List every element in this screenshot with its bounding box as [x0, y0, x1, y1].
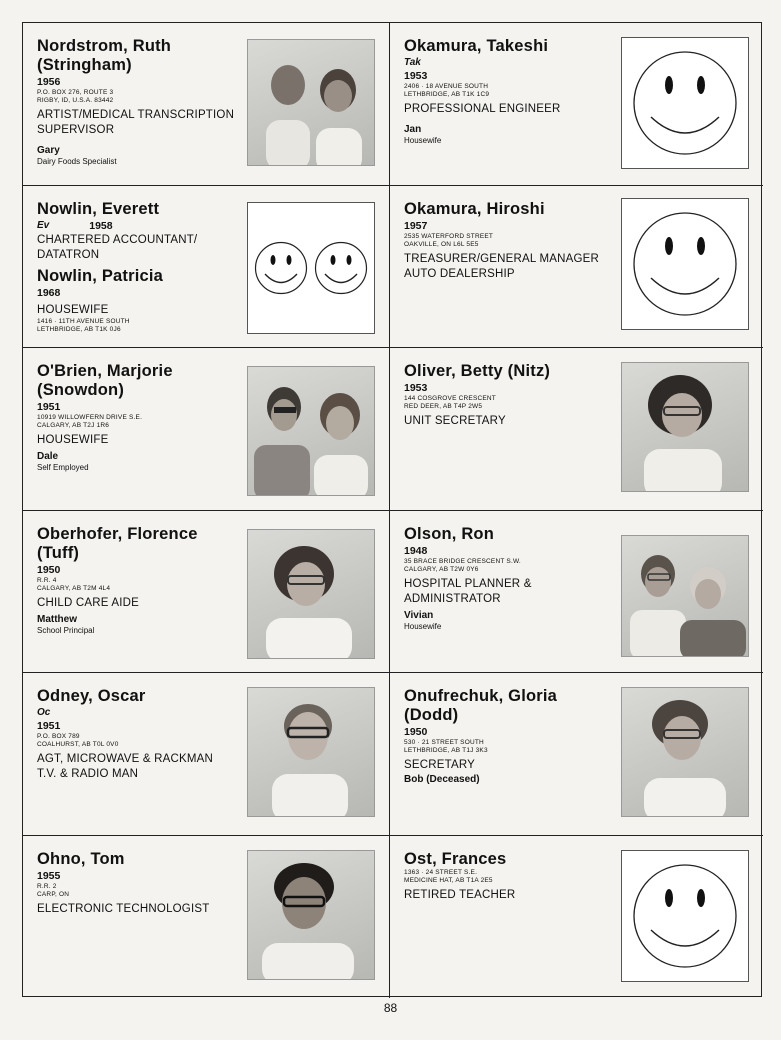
entry-address-line: 35 BRACE BRIDGE CRESCENT S.W.	[404, 557, 521, 565]
entry-address-line: 144 COSGROVE CRESCENT	[404, 395, 496, 402]
entry-year: 1956	[37, 76, 61, 88]
entry-address-line: LETHBRIDGE, AB T1K 1C9	[404, 91, 490, 98]
entry-address-line: OAKVILLE, ON L6L 5E5	[404, 240, 479, 248]
entry-spouse-occupation: Housewife	[404, 621, 442, 631]
entry-name: Okamura, Hiroshi	[404, 199, 545, 218]
entry-occupation: AUTO DEALERSHIP	[404, 267, 515, 280]
entry-name: Nordstrom, Ruth	[37, 37, 172, 55]
entry-address-line: COALHURST, AB T0L 0V0	[37, 741, 119, 748]
entry-nickname: Ev	[37, 219, 50, 231]
entry-occupation: CHARTERED ACCOUNTANT/	[37, 233, 198, 246]
portrait-photo	[247, 529, 375, 659]
smiley-face-icon	[631, 49, 739, 157]
entry-year-second: 1968	[37, 286, 61, 299]
entry-name: Ohno, Tom	[37, 849, 125, 868]
entry-occupation: ADMINISTRATOR	[404, 592, 501, 605]
entry-onufrechuk	[390, 673, 763, 836]
entry-name: Okamura, Takeshi	[404, 37, 549, 55]
entry-occupation: ARTIST/MEDICAL TRANSCRIPTION	[37, 109, 235, 121]
entry-address-line: R.R. 4	[37, 576, 57, 584]
portrait-photo	[247, 687, 375, 817]
smiley-face-icon	[314, 241, 368, 295]
entry-address-line: LETHBRIDGE, AB T1J 3K3	[404, 747, 488, 754]
entry-spouse: Bob (Deceased)	[404, 774, 480, 785]
entry-address-line: P.O. BOX 789	[37, 733, 80, 740]
entry-spouse: Matthew	[37, 613, 77, 625]
entry-name: Nowlin, Everett	[37, 199, 160, 218]
entry-maiden-name: (Dodd)	[404, 706, 459, 724]
entry-okamura-takeshi	[390, 23, 763, 186]
entry-occupation: HOSPITAL PLANNER &	[404, 577, 532, 590]
entry-name: Onufrechuk, Gloria	[404, 687, 558, 705]
couple-photo	[247, 366, 375, 496]
entry-nickname: Oc	[37, 707, 51, 718]
entry-maiden-name: (Tuff)	[37, 543, 80, 562]
entry-nowlin	[23, 186, 390, 349]
entry-odney	[23, 673, 390, 836]
entry-name: Olson, Ron	[404, 524, 494, 543]
entry-address-line: 1363 · 24 STREET S.E.	[404, 868, 478, 876]
smiley-placeholder	[247, 202, 375, 334]
entry-name: Oberhofer, Florence	[37, 524, 198, 543]
entry-year: 1957	[404, 219, 428, 232]
entry-oberhofer	[23, 511, 390, 674]
entry-occupation: ELECTRONIC TECHNOLOGIST	[37, 902, 210, 915]
entry-spouse: Jan	[404, 124, 422, 135]
entry-occupation: PROFESSIONAL ENGINEER	[404, 103, 561, 115]
entry-year: 1953	[404, 70, 428, 82]
entry-year: 1958	[89, 219, 113, 232]
entry-occupation: AGT, MICROWAVE & RACKMAN	[37, 753, 214, 765]
entry-address-line: 10919 WILLOWFERN DRIVE S.E.	[37, 414, 143, 421]
entry-spouse: Gary	[37, 145, 60, 156]
entry-nordstrom	[23, 23, 390, 186]
entry-name: Ost, Frances	[404, 849, 507, 868]
entry-address-line: CARP, ON	[37, 890, 70, 898]
entry-occupation: SUPERVISOR	[37, 124, 115, 136]
smiley-placeholder	[621, 198, 749, 330]
entry-address-line: CALGARY, AB T2M 4L4	[37, 584, 111, 592]
entry-occupation: T.V. & RADIO MAN	[37, 768, 139, 780]
entry-year: 1951	[37, 401, 61, 413]
entry-okamura-hiroshi	[390, 186, 763, 349]
portrait-photo	[247, 850, 375, 980]
entry-name-second: Nowlin, Patricia	[37, 266, 164, 285]
couple-photo	[247, 39, 375, 166]
entry-occupation: RETIRED TEACHER	[404, 888, 516, 901]
entry-name: Odney, Oscar	[37, 687, 146, 705]
smiley-face-icon	[631, 862, 739, 970]
smiley-placeholder	[621, 37, 749, 169]
smiley-face-icon	[254, 241, 308, 295]
entry-address-line: 1416 · 11TH AVENUE SOUTH	[37, 317, 130, 325]
entry-ost	[390, 836, 763, 999]
portrait-photo	[621, 362, 749, 492]
directory-grid	[22, 22, 762, 997]
entry-address-line: CALGARY, AB T2W 0Y6	[404, 565, 479, 573]
entry-spouse: Dale	[37, 451, 59, 462]
entry-spouse-occupation: Self Employed	[37, 463, 89, 472]
entry-spouse-occupation: Housewife	[404, 136, 442, 145]
entry-occupation: SECRETARY	[404, 759, 476, 771]
entry-olson	[390, 511, 763, 674]
portrait-photo	[621, 687, 749, 817]
entry-nickname: Tak	[404, 57, 421, 68]
entry-address-line: 2406 · 18 AVENUE SOUTH	[404, 83, 489, 90]
entry-occupation: CHILD CARE AIDE	[37, 596, 140, 609]
entry-address-line: 530 · 21 STREET SOUTH	[404, 739, 484, 746]
entry-year: 1950	[404, 726, 428, 738]
entry-year: 1953	[404, 382, 428, 394]
entry-occupation: DATATRON	[37, 248, 100, 261]
entry-year: 1948	[404, 544, 428, 557]
smiley-placeholder	[621, 850, 749, 982]
entry-obrien	[23, 348, 390, 511]
entry-address-line: MEDICINE HAT, AB T1A 2E5	[404, 876, 493, 884]
smiley-face-icon	[631, 210, 739, 318]
entry-occupation-second: HOUSEWIFE	[37, 303, 109, 316]
entry-address-line: LETHBRIDGE, AB T1K 0J6	[37, 325, 121, 333]
entry-spouse-occupation: Dairy Foods Specialist	[37, 157, 117, 166]
entry-address-line: RIGBY, ID, U.S.A. 83442	[37, 97, 114, 104]
page-number: 88	[383, 1001, 398, 1015]
entry-year: 1950	[37, 563, 61, 576]
entry-maiden-name: (Snowdon)	[37, 381, 125, 399]
entry-oliver	[390, 348, 763, 511]
entry-year: 1951	[37, 720, 61, 732]
entry-spouse: Vivian	[404, 609, 434, 621]
entry-address-line: P.O. BOX 276, ROUTE 3	[37, 89, 114, 96]
entry-occupation: UNIT SECRETARY	[404, 415, 506, 427]
entry-name: O'Brien, Marjorie	[37, 362, 173, 380]
entry-address-line: 2535 WATERFORD STREET	[404, 232, 494, 240]
entry-name: Oliver, Betty (Nitz)	[404, 362, 551, 380]
entry-occupation: HOUSEWIFE	[37, 434, 109, 446]
entry-address-line: CALGARY, AB T2J 1R6	[37, 422, 110, 429]
couple-photo	[621, 535, 749, 657]
entry-occupation: TREASURER/GENERAL MANAGER	[404, 252, 599, 265]
entry-maiden-name: (Stringham)	[37, 56, 132, 74]
entry-year: 1955	[37, 869, 61, 882]
entry-address-line: R.R. 2	[37, 882, 57, 890]
entry-ohno	[23, 836, 390, 999]
entry-address-line: RED DEER, AB T4P 2W5	[404, 403, 483, 410]
entry-spouse-occupation: School Principal	[37, 625, 95, 635]
